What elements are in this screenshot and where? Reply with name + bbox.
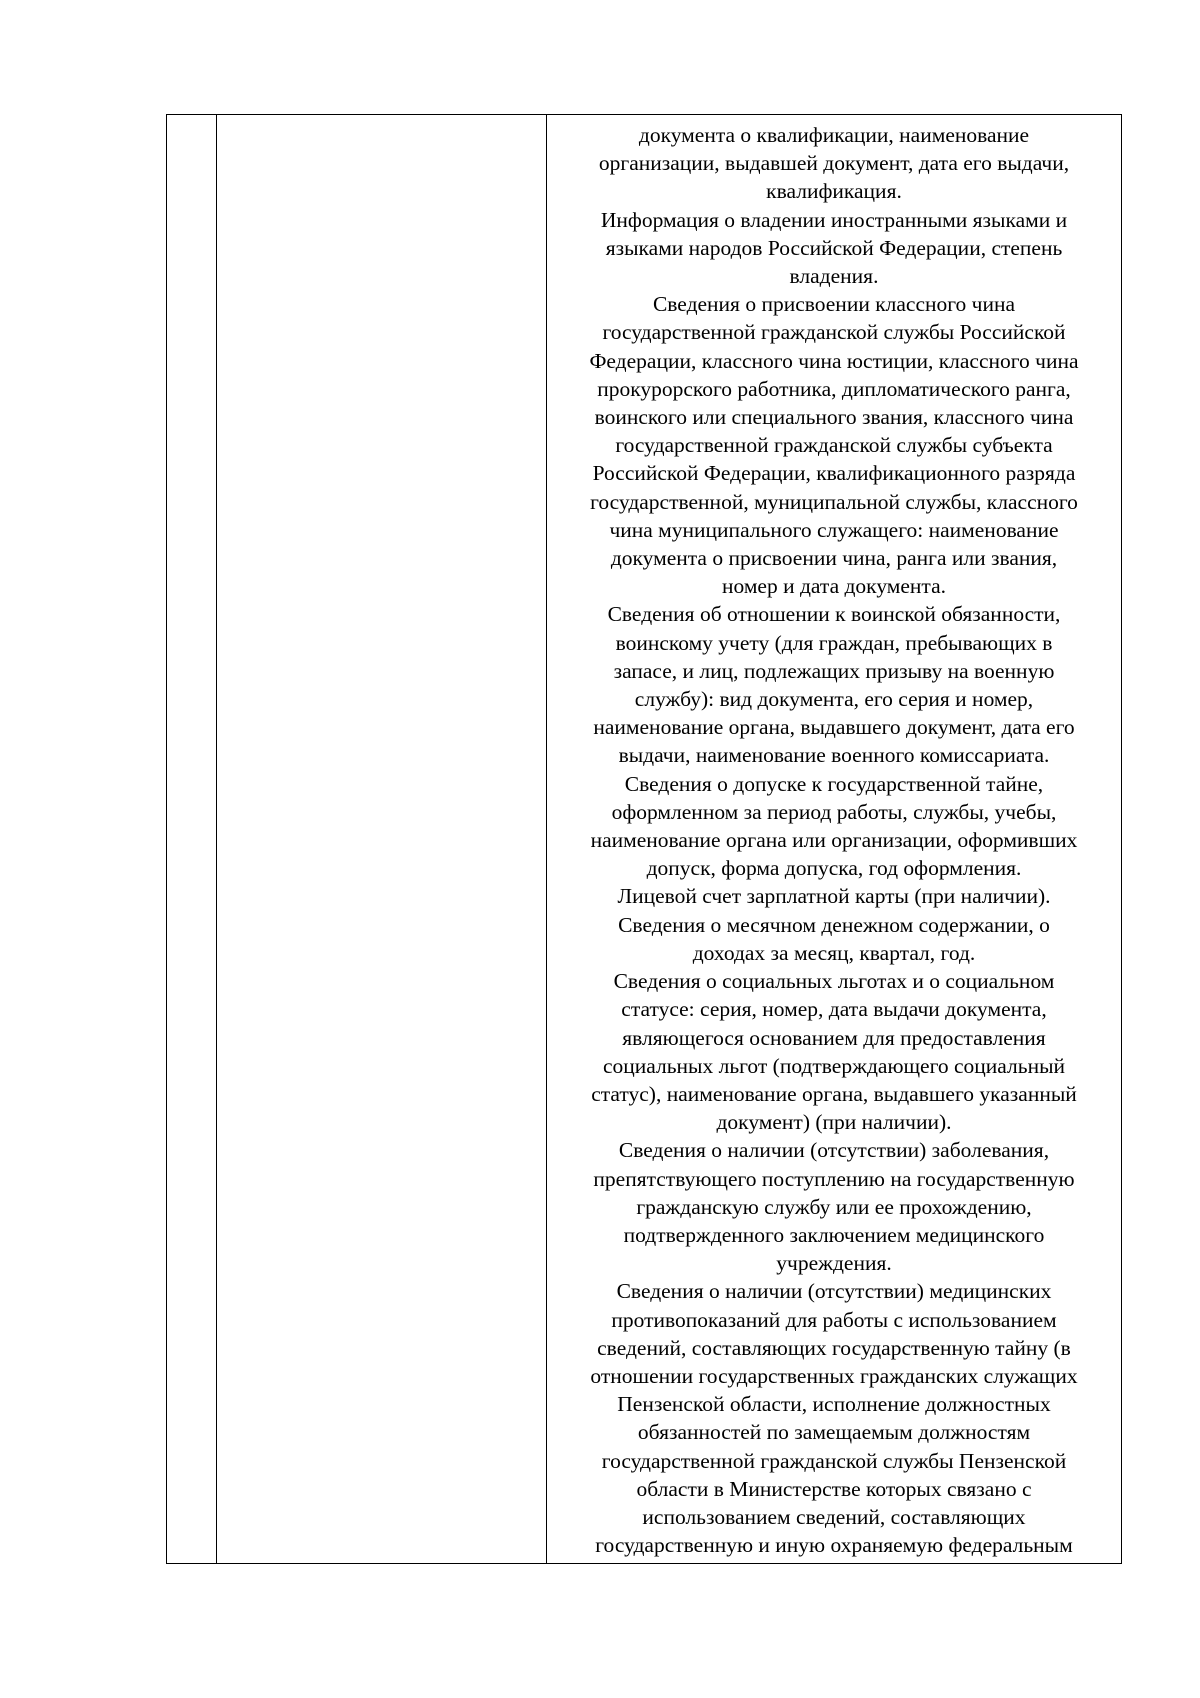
paragraph-disease: Сведения о наличии (отсутствии) заболевания, препятствующего поступлению на государственную гражданскую службу или ее прохождению, подтвержденного заключением медицинского учреждения. <box>593 1138 1075 1276</box>
paragraph-qualification-document: документа о квалификации, наименование организации, выдавшей документ, дата его выдачи, квалификация. <box>598 123 1070 204</box>
row-name-cell <box>217 115 547 1563</box>
paragraph-class-rank: Сведения о присвоении классного чина государственной гражданской службы Российской Федерации, классного чина юстиции, классного чина прокурорского работника, дипломатического ранга, воинского или специального звания, классного чина государственной гражданской службы субъекта Российской Федерации, квалификационного разряда государственной, муниципальной службы, классного чина муниципального служащего: наименование документа о присвоении чина, ранга или звания, номер и дата документа. <box>589 292 1079 599</box>
document-table <box>166 114 1122 1564</box>
row-number-cell <box>167 115 217 1563</box>
row-content-cell <box>547 115 1121 1563</box>
paragraph-medical-contraindications: Сведения о наличии (отсутствии) медицинских противопоказаний для работы с использованием сведений, составляющих государственную тайну (в отношении государственных гражданских служащих Пензенской области, исполнение должностных обязанностей по замещаемым должностям государственной гражданской службы Пензенской области в Министерстве которых связано с использованием сведений, составляющих государственную и иную охраняемую федеральным <box>590 1279 1078 1558</box>
paragraph-state-secret-access: Сведения о допуске к государственной тайне, оформленном за период работы, службы, учебы, наименование органа или организации, оформивших допуск, форма допуска, год оформления. <box>590 771 1078 881</box>
paragraph-language-skills: Информация о владении иностранными языками и языками народов Российской Федерации, степень владения. <box>600 207 1068 289</box>
paragraph-monthly-pay: Сведения о месячном денежном содержании, о доходах за месяц, квартал, год. <box>618 912 1050 965</box>
paragraph-military-duty: Сведения об отношении к воинской обязанности, воинскому учету (для граждан, пребывающих в запасе, и лиц, подлежащих призыву на военную службу): вид документа, его серия и номер, наименование органа, выдавшего документ, дата его выдачи, наименование военного комиссариата. <box>593 602 1075 768</box>
paragraph-social-benefits: Сведения о социальных льготах и о социальном статусе: серия, номер, дата выдачи документа, являющегося основанием для предоставления социальных льгот (подтверждающего социальный статус), наименование органа, выдавшего указанный документ) (при наличии). <box>591 969 1077 1135</box>
paragraph-salary-card-account: Лицевой счет зарплатной карты (при наличии). <box>617 884 1051 909</box>
